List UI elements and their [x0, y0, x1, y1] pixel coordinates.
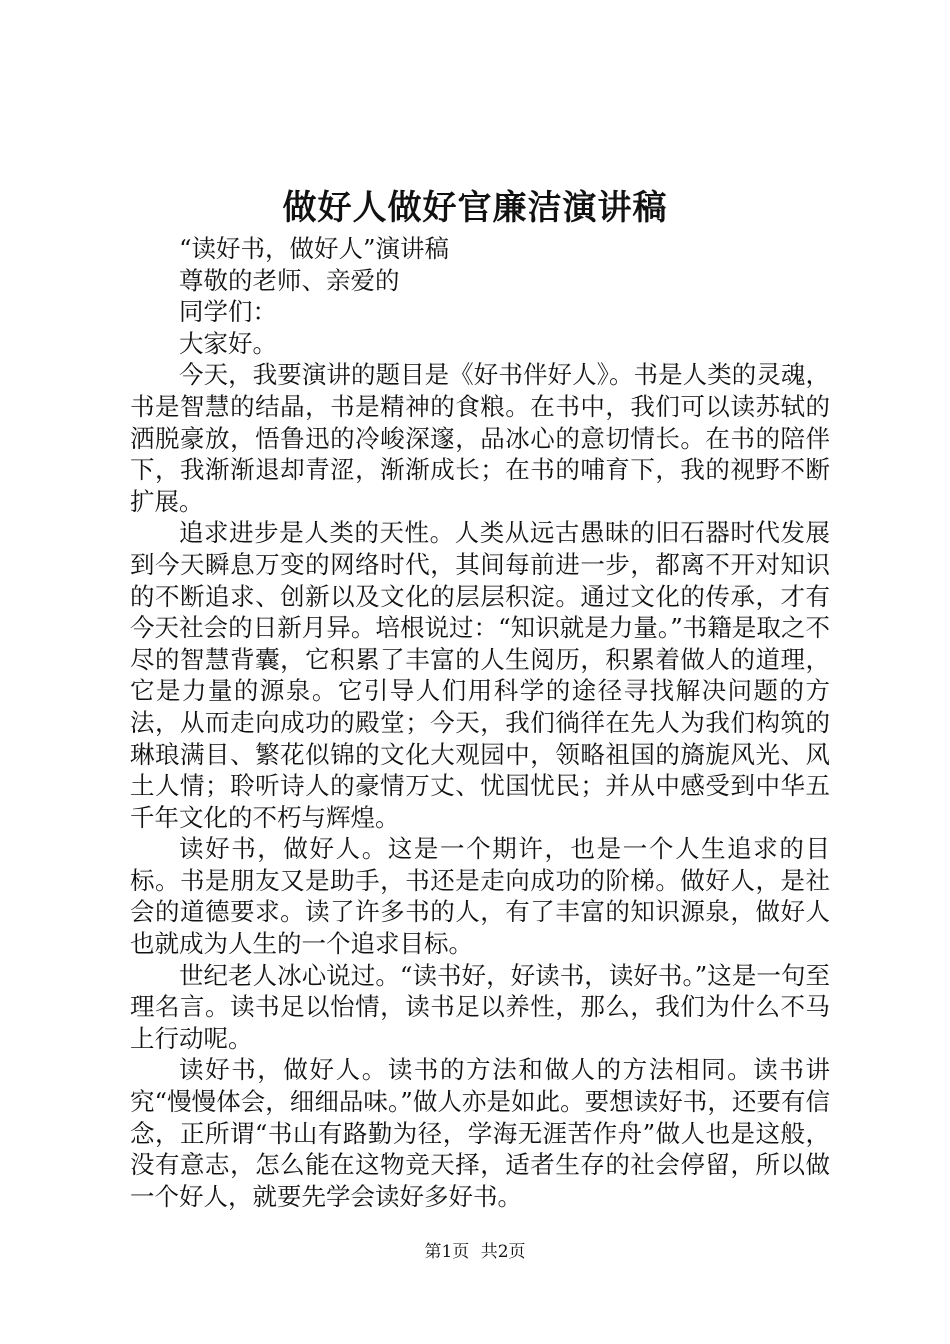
page-footer: [0, 1240, 950, 1264]
salutation-line-2: 同学们：: [179, 297, 277, 327]
document-title: 做好人做好官廉洁演讲稿: [282, 188, 668, 228]
paragraph: 今天，我要演讲的题目是《好书伴好人》。书是人类的灵魂，书是智慧的结晶，书是精神的食粮。在书中，我们可以读苏轼的洒脱豪放，悟鲁迅的冷峻深邃，品冰心的意切情长。在书的陪伴下，我渐渐退却青涩，渐渐成长；在书的哺育下，我的视野不断扩展。: [130, 360, 830, 516]
paragraph: 读好书，做好人。这是一个期许，也是一个人生追求的目标。书是朋友又是助手，书还是走向成功的阶梯。做好人，是社会的道德要求。读了许多书的人，有了丰富的知识源泉，做好人也就成为人生的一个追求目标。: [130, 834, 830, 959]
page-number: 第1页: [424, 1242, 470, 1262]
paragraph: 读好书，做好人。读书的方法和做人的方法相同。读书讲究“慢慢体会，细细品味。”做人亦是如此。要想读好书，还要有信念，正所谓“书山有路勤为径，学海无涯苦作舟”做人也是这般，没有意志，怎么能在这物竞天择，适者生存的社会停留，所以做一个好人，就要先学会读好多好书。: [130, 1055, 830, 1211]
greeting: 大家好。: [179, 328, 277, 358]
document-body: [130, 233, 830, 1212]
salutation-line-1: 尊敬的老师、亲爱的: [179, 265, 400, 295]
speech-heading: “读好书，做好人”演讲稿: [179, 234, 450, 263]
paragraph: 世纪老人冰心说过。“读书好，好读书，读好书。”这是一句至理名言。读书足以怡情，读书足以养性，那么，我们为什么不马上行动呢。: [130, 960, 830, 1053]
page-total: 共2页: [480, 1242, 526, 1262]
paragraph: 追求进步是人类的天性。人类从远古愚昧的旧石器时代发展到今天瞬息万变的网络时代，其间每前进一步，都离不开对知识的不断追求、创新以及文化的层层积淀。通过文化的传承，才有今天社会的日新月异。培根说过：“知识就是力量。”书籍是取之不尽的智慧背囊，它积累了丰富的人生阅历，积累着做人的道理，它是力量的源泉。它引导人们用科学的途径寻找解决问题的方法，从而走向成功的殿堂；今天，我们徜徉在先人为我们构筑的琳琅满目、繁花似锦的文化大观园中，领略祖国的旖旎风光、风土人情；聆听诗人的豪情万丈、忧国忧民；并从中感受到中华五千年文化的不朽与辉煌。: [130, 518, 830, 832]
